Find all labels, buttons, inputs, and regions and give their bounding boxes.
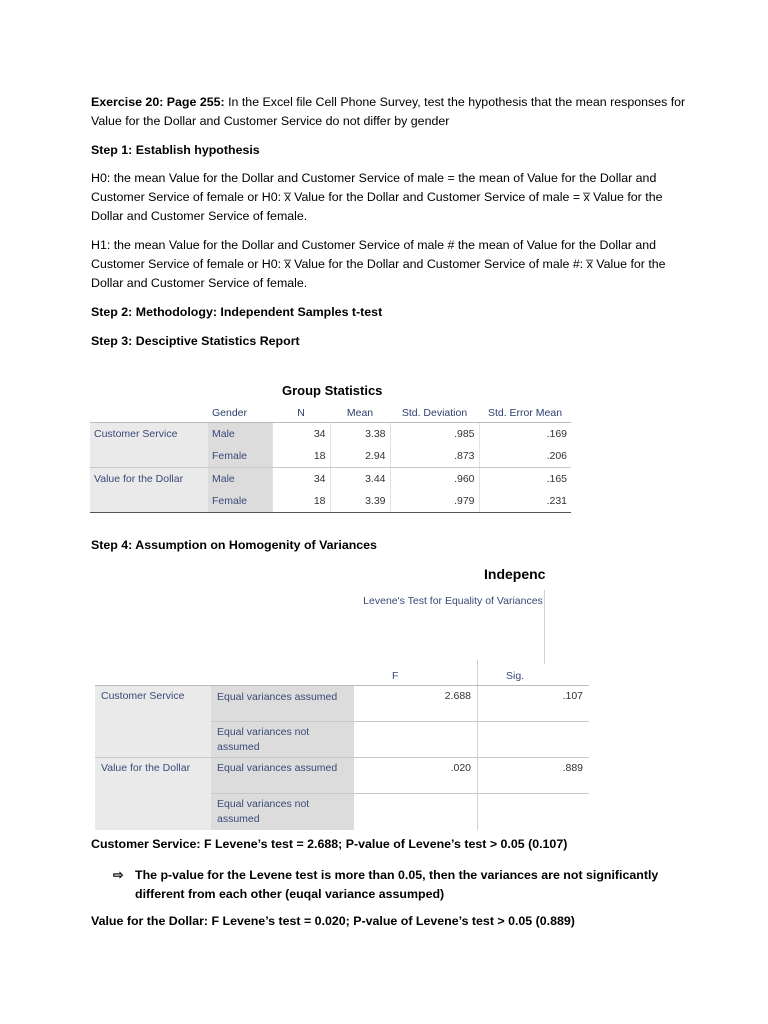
gs-gender: Male [208, 468, 272, 491]
value-dollar-result: Value for the Dollar: F Levene’s test = 0.020; P-value of Levene’s test > 0.05 (0.889) [91, 914, 575, 928]
gs-variable [90, 445, 208, 468]
group-stats-title: Group Statistics [282, 383, 383, 398]
exercise-text: In the Excel file Cell Phone Survey, test the hypothesis that the mean responses for Value for the Dollar and Customer Service do not differ by gender [91, 95, 686, 128]
group-stats-table [90, 404, 571, 513]
step3-heading: Step 3: Desciptive Statistics Report [91, 334, 300, 348]
gs-variable: Customer Service [90, 423, 208, 446]
levene-assumption: Equal variances not assumed [211, 722, 354, 758]
levene-table [95, 660, 589, 830]
levene-variable [95, 722, 211, 758]
levene-variable: Customer Service [95, 686, 211, 722]
table-row [90, 423, 571, 446]
conclusion-item [113, 866, 673, 904]
h0-paragraph: H0: the mean Value for the Dollar and Customer Service of male = the mean of Value for the Dollar and Customer Service of female or H0: x̅ Value for the Dollar and Customer Service of male = x̅ Value for the Dollar and Customer Service of female. [91, 171, 663, 223]
arrow-right-icon: ⇨ [113, 868, 124, 882]
levene-assumption: Equal variances assumed [211, 686, 354, 722]
exercise-label: Exercise 20: Page 255: [91, 95, 225, 109]
gs-gender: Female [208, 490, 272, 513]
levene-assumption: Equal variances not assumed [211, 794, 354, 830]
gs-header-gender: Gender [208, 404, 272, 423]
levene-sig: .889 [478, 758, 590, 794]
gs-header-mean: Mean [330, 404, 390, 423]
gs-sd: .985 [390, 423, 479, 446]
levene-assumption: Equal variances assumed [211, 758, 354, 794]
gs-se: .206 [479, 445, 571, 468]
customer-service-result: Customer Service: F Levene’s test = 2.688; P-value of Levene’s test > 0.05 (0.107) [91, 837, 568, 851]
levene-col-sig: Sig. [478, 660, 590, 686]
gs-mean: 3.44 [330, 468, 390, 491]
levene-header: Levene's Test for Equality of Variances [362, 590, 545, 664]
step1-heading: Step 1: Establish hypothesis [91, 143, 260, 157]
gs-header-n: N [272, 404, 330, 423]
gs-n: 18 [272, 490, 330, 513]
gs-header-se: Std. Error Mean [479, 404, 571, 423]
levene-variable: Value for the Dollar [95, 758, 211, 794]
gs-n: 34 [272, 468, 330, 491]
gs-variable [90, 490, 208, 513]
gs-se: .165 [479, 468, 571, 491]
gs-sd: .960 [390, 468, 479, 491]
step2-heading: Step 2: Methodology: Independent Samples t-test [91, 305, 383, 319]
levene-sig [478, 722, 590, 758]
gs-variable: Value for the Dollar [90, 468, 208, 491]
gs-header-sd: Std. Deviation [390, 404, 479, 423]
gs-sd: .979 [390, 490, 479, 513]
table-row [95, 758, 589, 794]
gs-se: .231 [479, 490, 571, 513]
gs-n: 18 [272, 445, 330, 468]
levene-f [354, 722, 478, 758]
levene-sig: .107 [478, 686, 590, 722]
gs-gender: Female [208, 445, 272, 468]
gs-gender: Male [208, 423, 272, 446]
gs-sd: .873 [390, 445, 479, 468]
gs-mean: 3.38 [330, 423, 390, 446]
gs-n: 34 [272, 423, 330, 446]
h1-paragraph: H1: the mean Value for the Dollar and Customer Service of male # the mean of Value for the Dollar and Customer Service of female or H0: x̅ Value for the Dollar and Customer Service of male #: x̅ Value for the Dollar and Customer Service of female. [91, 238, 666, 290]
conclusion-text: The p-value for the Levene test is more than 0.05, then the variances are not significantly different from each other (euqal variance assumped) [135, 868, 659, 901]
levene-f: .020 [354, 758, 478, 794]
table-row [95, 722, 589, 758]
exercise-paragraph [91, 93, 691, 131]
table-row [90, 490, 571, 513]
gs-se: .169 [479, 423, 571, 446]
independent-title: Indepenc [484, 566, 546, 582]
table-row [95, 794, 589, 830]
levene-sig [478, 794, 590, 830]
levene-col-f: F [354, 660, 478, 686]
step4-heading: Step 4: Assumption on Homogenity of Variances [91, 538, 377, 552]
table-row [90, 445, 571, 468]
table-row [95, 686, 589, 722]
levene-variable [95, 794, 211, 830]
levene-f: 2.688 [354, 686, 478, 722]
gs-mean: 3.39 [330, 490, 390, 513]
levene-f [354, 794, 478, 830]
gs-mean: 2.94 [330, 445, 390, 468]
table-row [90, 468, 571, 491]
